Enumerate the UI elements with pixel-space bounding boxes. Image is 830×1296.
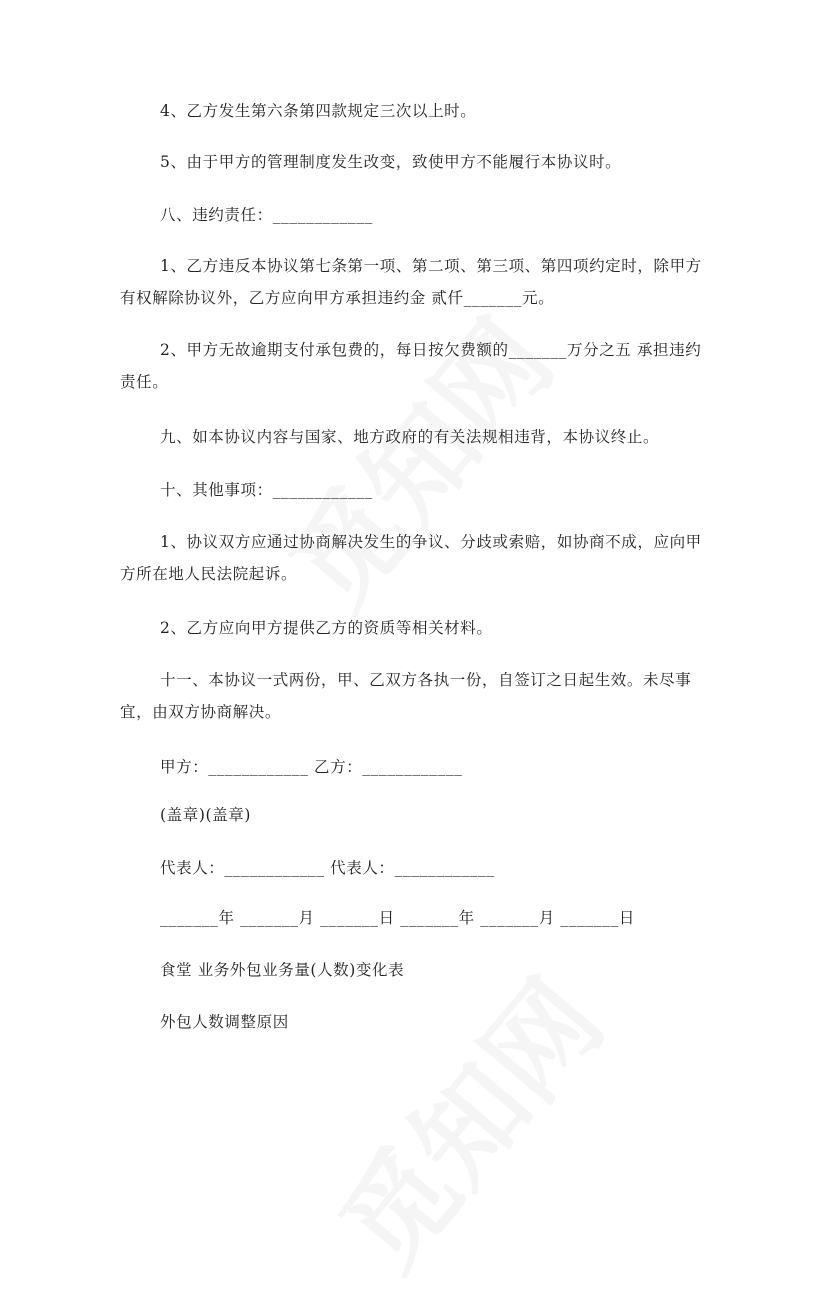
- clause-7-5: 5、由于甲方的管理制度发生改变，致使甲方不能履行本协议时。: [160, 153, 622, 171]
- section-9: 九、如本协议内容与国家、地方政府的有关法规相违背，本协议终止。: [160, 428, 660, 446]
- table-title: 食堂 业务外包业务量(人数)变化表: [160, 961, 405, 979]
- date-line: _______年 _______月 _______日 _______年 _______月 _______日: [160, 909, 635, 927]
- clause-10-2: 2、乙方应向甲方提供乙方的资质等相关材料。: [160, 619, 493, 637]
- clause-7-4: 4、乙方发生第六条第四款规定三次以上时。: [160, 102, 477, 120]
- representatives-line: 代表人：____________ 代表人：____________: [160, 859, 495, 877]
- signature-parties: 甲方：____________ 乙方：____________: [160, 758, 463, 776]
- clause-10-1: 1、协议双方应通过协商解决发生的争议、分歧或索赔，如协商不成，应向甲方所在地人民法院起诉。: [120, 533, 702, 583]
- section-10-heading: 十、其他事项：____________: [160, 481, 373, 499]
- watermark: [298, 942, 631, 1296]
- adjustment-reason-label: 外包人数调整原因: [160, 1013, 289, 1031]
- clause-8-2: 2、甲方无故逾期支付承包费的，每日按欠费额的_______万分之五 承担违约责任。: [120, 341, 702, 391]
- section-8-heading: 八、违约责任：____________: [160, 206, 373, 224]
- seal-line: (盖章)(盖章): [160, 806, 251, 824]
- clause-8-1: 1、乙方违反本协议第七条第一项、第二项、第三项、第四项约定时，除甲方有权解除协议外，乙方应向甲方承担违约金 贰仟_______元。: [120, 257, 702, 307]
- section-11: 十一、本协议一式两份，甲、乙双方各执一份，自签订之日起生效。未尽事宜，由双方协商解决。: [120, 671, 692, 721]
